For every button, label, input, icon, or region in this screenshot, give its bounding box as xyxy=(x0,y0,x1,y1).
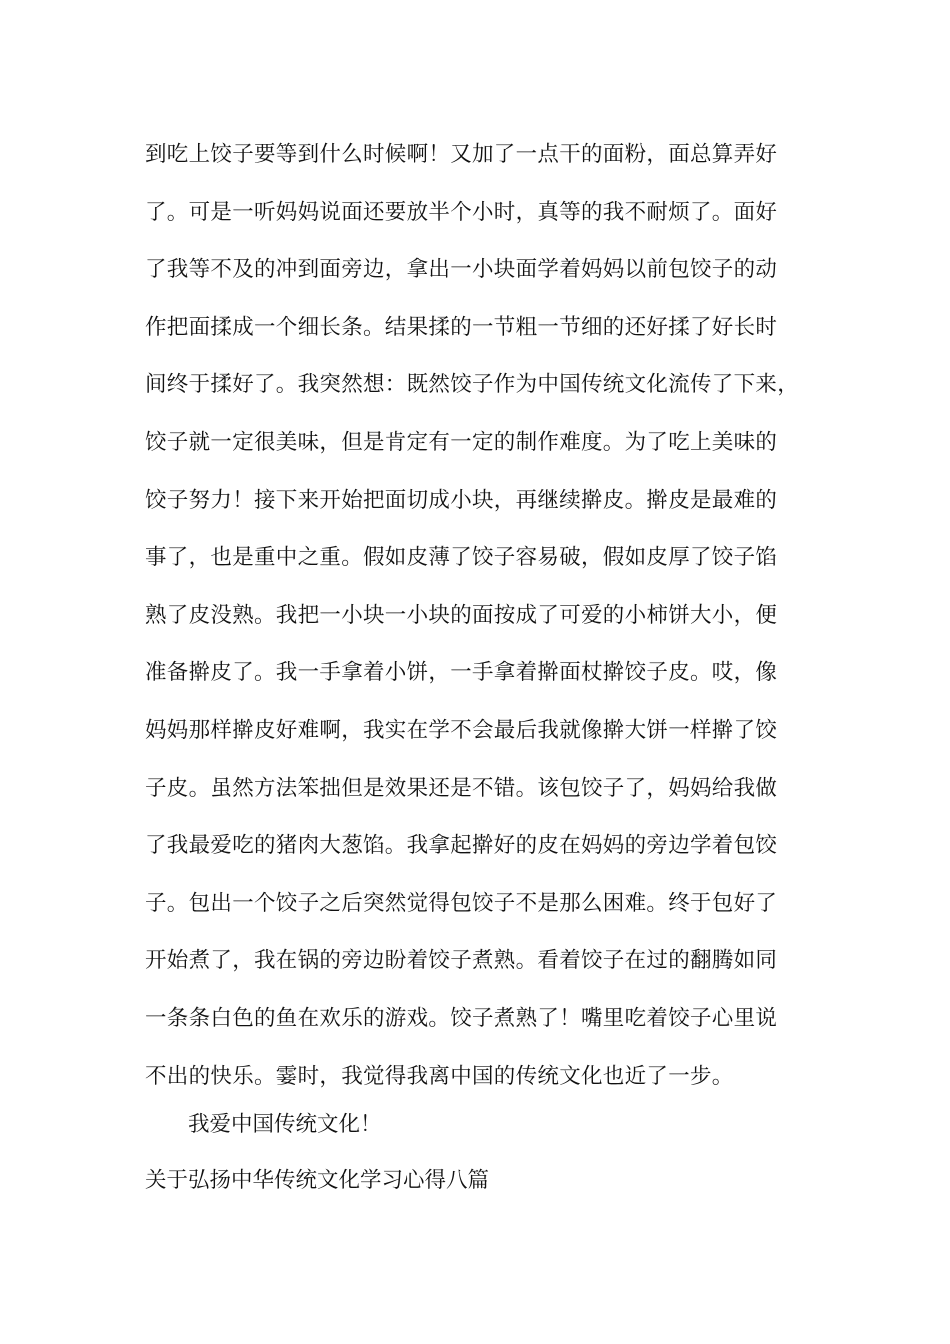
paragraph-line: 了我等不及的冲到面旁边，拿出一小块面学着妈妈以前包饺子的动 xyxy=(145,257,778,283)
paragraph-line: 子。包出一个饺子之后突然觉得包饺子不是那么困难。终于包好了 xyxy=(145,890,778,916)
article-paragraph xyxy=(145,126,815,1105)
paragraph-line: 妈妈那样擀皮好难啊，我实在学不会最后我就像擀大饼一样擀了饺 xyxy=(145,717,778,743)
paragraph-line: 熟了皮没熟。我把一小块一小块的面按成了可爱的小柿饼大小，便 xyxy=(145,602,778,628)
paragraph-line: 准备擀皮了。我一手拿着小饼，一手拿着擀面杖擀饺子皮。哎，像 xyxy=(145,660,778,686)
paragraph-line: 开始煮了，我在锅的旁边盼着饺子煮熟。看着饺子在过的翻腾如同 xyxy=(145,948,778,974)
paragraph-line: 作把面揉成一个细长条。结果揉的一节粗一节细的还好揉了好长时 xyxy=(145,314,778,340)
paragraph-line: 一条条白色的鱼在欢乐的游戏。饺子煮熟了！嘴里吃着饺子心里说 xyxy=(145,1005,778,1031)
paragraph-line: 了。可是一听妈妈说面还要放半个小时，真等的我不耐烦了。面好 xyxy=(145,199,778,225)
paragraph-line: 间终于揉好了。我突然想：既然饺子作为中国传统文化流传了下来， xyxy=(145,372,800,398)
paragraph-line: 饺子努力！接下来开始把面切成小块，再继续擀皮。擀皮是最难的 xyxy=(145,487,778,513)
closing-line: 我爱中国传统文化！ xyxy=(188,1112,382,1137)
paragraph-line: 了我最爱吃的猪肉大葱馅。我拿起擀好的皮在妈妈的旁边学着包饺 xyxy=(145,833,778,859)
paragraph-line: 不出的快乐。霎时，我觉得我离中国的传统文化也近了一步。 xyxy=(145,1063,734,1089)
paragraph-line: 饺子就一定很美味，但是肯定有一定的制作难度。为了吃上美味的 xyxy=(145,429,778,455)
paragraph-line: 到吃上饺子要等到什么时候啊！又加了一点干的面粉，面总算弄好 xyxy=(145,142,778,167)
next-article-title: 关于弘扬中华传统文化学习心得八篇 xyxy=(145,1168,490,1193)
paragraph-line: 事了，也是重中之重。假如皮薄了饺子容易破，假如皮厚了饺子馅 xyxy=(145,545,778,571)
paragraph-line: 子皮。虽然方法笨拙但是效果还是不错。该包饺子了，妈妈给我做 xyxy=(145,775,778,801)
